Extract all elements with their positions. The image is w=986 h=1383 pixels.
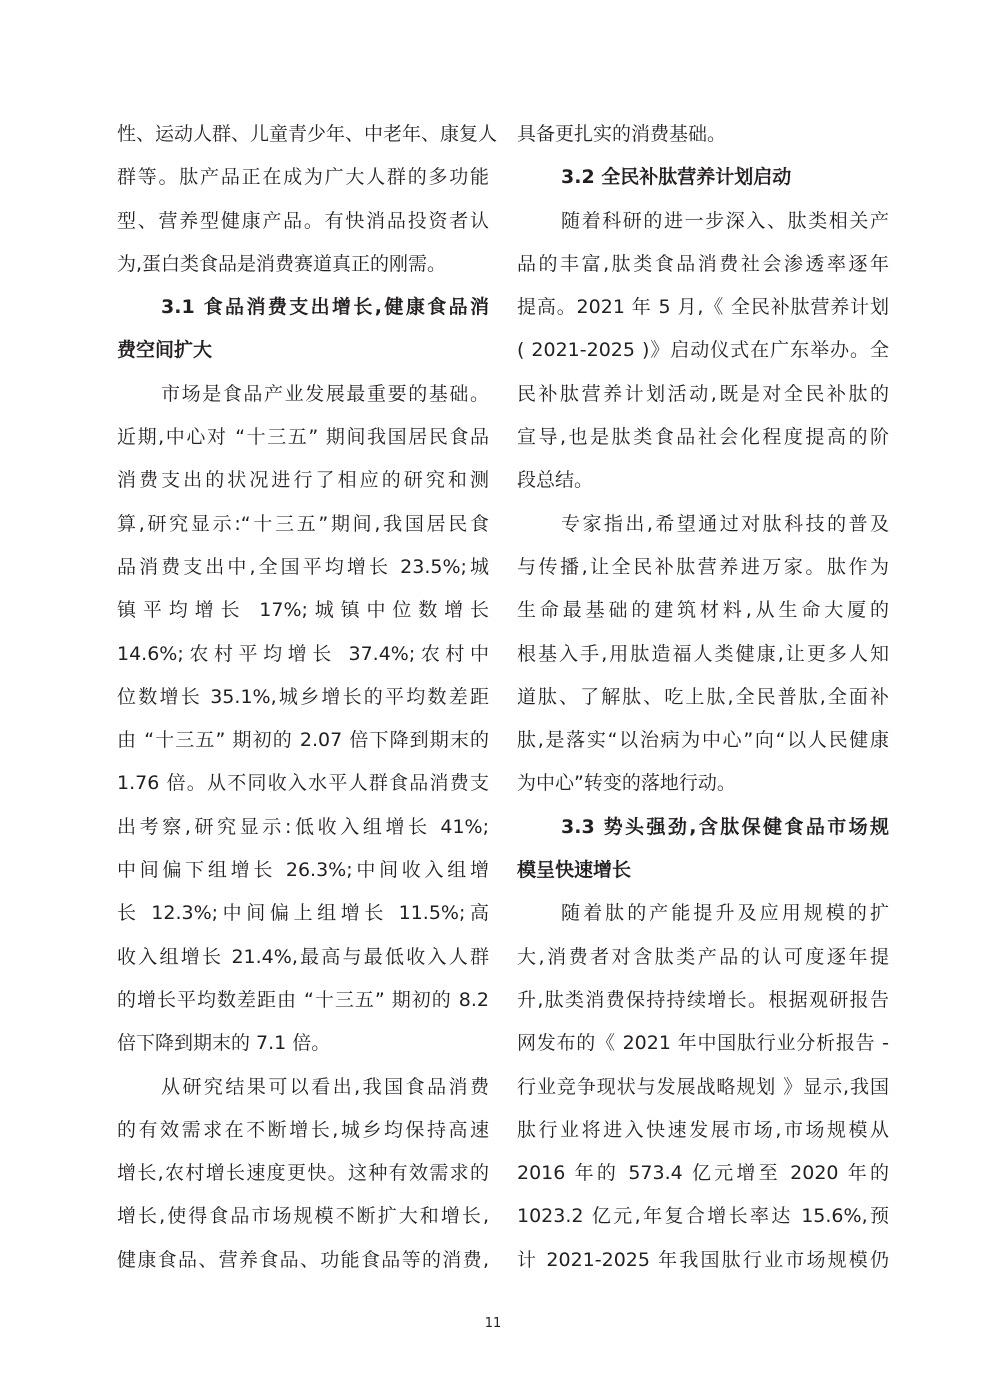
text-line: 与传播,让全民补肽营养进万家。肽作为 — [517, 555, 889, 578]
text-line: 肽行业将进入快速发展市场,市场规模从 — [517, 1118, 889, 1141]
text-line: 增长,使得食品市场规模不断扩大和增长, — [117, 1205, 489, 1228]
text-line: 增长,农村增长速度更快。这种有效需求的 — [117, 1162, 489, 1185]
text-line: 2016 年的 573.4 亿元增至 2020 年的 — [517, 1162, 889, 1185]
text-line: 消费支出的状况进行了相应的研究和测 — [117, 469, 489, 492]
text-line: 为中心”转变的落地行动。 — [517, 772, 736, 795]
text-line: 健康食品、营养食品、功能食品等的消费, — [117, 1248, 489, 1271]
text-line: 1.76 倍。从不同收入水平人群食品消费支 — [117, 772, 489, 795]
text-line: 具备更扎实的消费基础。 — [517, 123, 727, 145]
text-line: 性、运动人群、儿童青少年、中老年、康复人 — [117, 123, 498, 145]
text-line: 由 “十三五” 期初的 2.07 倍下降到期末的 — [117, 729, 489, 752]
text-line: 品的丰富,肽类食品消费社会渗透率逐年 — [517, 252, 889, 275]
text-line: 从研究结果可以看出,我国食品消费 — [161, 1075, 489, 1098]
text-line: ( 2021-2025 )》启动仪式在广东举办。全 — [517, 339, 889, 362]
text-line: 行业竞争现状与发展战略规划 》显示,我国 — [517, 1075, 889, 1098]
text-line: 随着科研的进一步深入、肽类相关产 — [561, 209, 889, 232]
page-number: 11 — [484, 1316, 502, 1331]
text-line: 算,研究显示:“十三五”期间,我国居民食 — [117, 512, 489, 535]
text-line: 为,蛋白类食品是消费赛道真正的刚需。 — [117, 252, 447, 275]
text-line: 长 12.3%;中间偏上组增长 11.5%;高 — [117, 902, 489, 925]
text-line: 型、营养型健康产品。有快消品投资者认 — [117, 209, 489, 232]
text-line: 1023.2 亿元,年复合增长率达 15.6%,预 — [517, 1205, 889, 1228]
text-line: 收入组增长 21.4%,最高与最低收入人群 — [117, 945, 489, 968]
text-line: 3.1 食品消费支出增长,健康食品消 — [161, 296, 489, 319]
text-line: 升,肽类消费保持持续增长。根据观研报告 — [517, 988, 889, 1011]
text-line: 出考察,研究显示:低收入组增长 41%; — [117, 815, 489, 838]
text-line: 随着肽的产能提升及应用规模的扩 — [561, 902, 889, 925]
text-line: 根基入手,用肽造福人类健康,让更多人知 — [517, 642, 889, 665]
text-line: 费空间扩大 — [117, 339, 213, 362]
text-line: 道肽、了解肽、吃上肽,全民普肽,全面补 — [517, 685, 889, 708]
text-line: 段总结。 — [517, 469, 594, 492]
right-column — [517, 113, 889, 1282]
text-line: 提高。2021 年 5 月,《 全民补肽营养计划 — [517, 296, 889, 319]
text-line: 的增长平均数差距由 “十三五” 期初的 8.2 — [117, 988, 489, 1011]
text-line: 品消费支出中,全国平均增长 23.5%;城 — [117, 555, 489, 578]
text-line: 倍下降到期末的 7.1 倍。 — [117, 1032, 331, 1055]
text-line: 14.6%;农村平均增长 37.4%;农村中 — [117, 642, 489, 665]
text-line: 网发布的《 2021 年中国肽行业分析报告 - — [517, 1032, 889, 1055]
text-line: 大,消费者对含肽类产品的认可度逐年提 — [517, 945, 889, 968]
text-line: 计 2021-2025 年我国肽行业市场规模仍 — [517, 1248, 889, 1271]
text-line: 宣导,也是肽类食品社会化程度提高的阶 — [517, 426, 889, 449]
text-line: 市场是食品产业发展最重要的基础。 — [161, 382, 489, 405]
text-line: 民补肽营养计划活动,既是对全民补肽的 — [517, 382, 889, 405]
text-line: 3.3 势头强劲,含肽保健食品市场规 — [561, 815, 889, 838]
text-line: 中间偏下组增长 26.3%;中间收入组增 — [117, 859, 489, 882]
text-line: 的有效需求在不断增长,城乡均保持高速 — [117, 1118, 489, 1141]
text-line: 模呈快速增长 — [517, 859, 632, 882]
left-column — [117, 113, 498, 1282]
text-line: 3.2 全民补肽营养计划启动 — [561, 166, 792, 189]
text-line: 镇平均增长 17%;城镇中位数增长 — [117, 599, 489, 622]
text-line: 生命最基础的建筑材料,从生命大厦的 — [517, 599, 889, 622]
text-line: 近期,中心对 “十三五” 期间我国居民食品 — [117, 426, 489, 449]
text-line: 位数增长 35.1%,城乡增长的平均数差距 — [117, 685, 489, 708]
text-line: 肽,是落实“以治病为中心”向“以人民健康 — [517, 729, 889, 752]
text-line: 专家指出,希望通过对肽科技的普及 — [561, 512, 889, 535]
text-line: 群等。肽产品正在成为广大人群的多功能 — [117, 166, 489, 189]
